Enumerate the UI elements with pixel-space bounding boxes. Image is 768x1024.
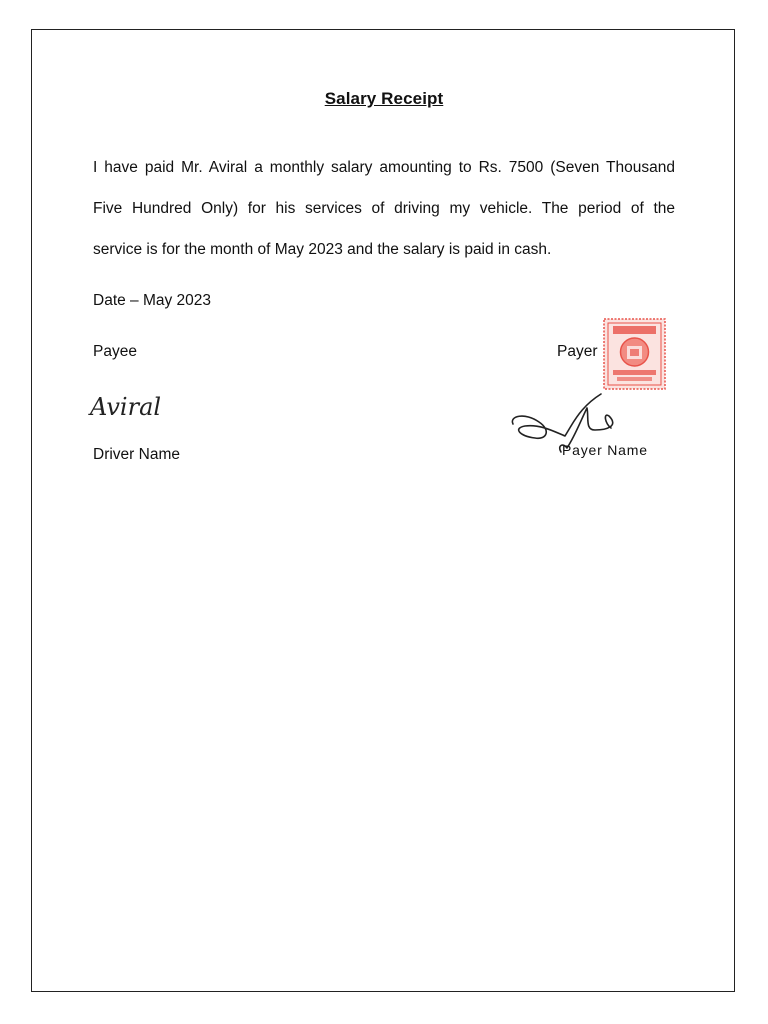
body-line-1: I have paid Mr. Aviral a monthly salary amounting to Rs. 7500 (Seven Thousand [93,159,675,176]
body-line-3: service is for the month of May 2023 and the salary is paid in cash. [93,241,552,258]
payer-name-label: Payer Name [562,442,648,458]
payee-signature [88,392,183,422]
driver-name-label: Driver Name [93,446,180,463]
receipt-body [93,147,675,270]
payee-label: Payee [93,343,137,360]
svg-text:Aviral: Aviral [90,393,162,421]
revenue-stamp-icon [603,318,666,390]
body-line-2: Five Hundred Only) for his services of driving my vehicle. The period of the [93,200,675,217]
receipt-date: Date – May 2023 [93,292,212,309]
receipt-title: Salary Receipt [324,89,444,108]
payer-label: Payer [557,343,598,360]
